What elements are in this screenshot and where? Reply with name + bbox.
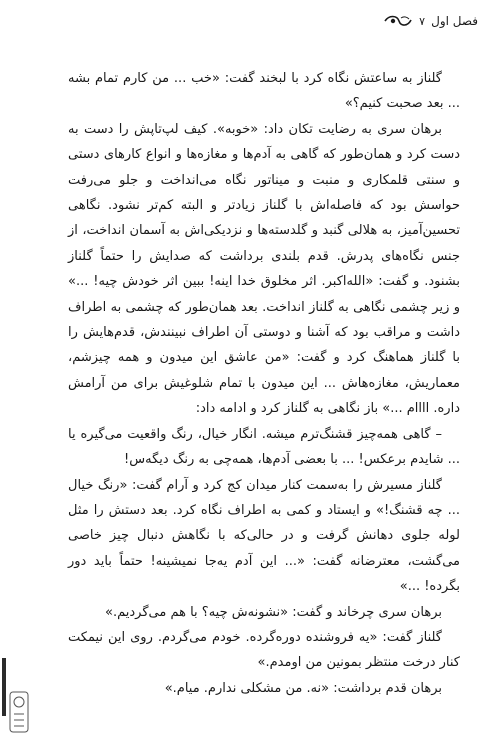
watermark-seal-icon [8, 690, 30, 734]
paragraph: برهان سری به رضایت تکان داد: «خوبه». کیف لپ‌تاپش را دست به دست کرد و همان‌طور که گاهی به آدم‌ها و مغازه‌ها و انواع کارهای دستی و سنتی قلمکاری و منبت و میناتور نگاه می‌انداخت و جلو می‌رفت حواسش بود که فاصله‌اش با گلناز زیادتر و البته کم‌تر نشود. نگاهی تحسین‌آمیز، به هلالی گنبد و گلدسته‌ها و نزدیکی‌اش به آسمان انداخت، از جنس نگاه‌های پدرش. قدم بلندی برداشت که صدایش را حتماً گلناز بشنود. و گفت: «الله‌اکبر. اثر مخلوق خدا اینه! ببین اثر خودش چیه! ...» و زیر چشمی نگاهی به گلناز انداخت. بعد همان‌طور که چشمی به اطراف داشت و مراقب بود که آشنا و دوستی آن اطراف نبینندش، قدم‌هایش را با گلناز هماهنگ کرد و گفت: «من عاشق این میدون و همه چیزشم، معماریش، مغازه‌هاش ... این میدون با تمام شلوغیش برای من آرامش داره. اااام ...» باز نگاهی به گلناز کرد و ادامه داد: [68, 121, 460, 417]
ornament-icon [383, 14, 413, 28]
chapter-title: فصل اول [431, 14, 478, 28]
paragraph: گلناز به ساعتش نگاه کرد با لبخند گفت: «خب ... من کارم تمام بشه ... بعد صحبت کنیم؟» [68, 71, 460, 112]
page-number: ۷ [419, 14, 426, 28]
paragraph: برهان قدم برداشت: «نه. من مشکلی ندارم. میام.» [164, 680, 442, 696]
margin-bar [2, 658, 6, 716]
paragraph: گلناز مسیرش را به‌سمت کنار میدان کج کرد و آرام گفت: «رنگ خیال ... چه قشنگ!» و ایستاد و کمی به اطراف نگاه کرد. بعد دستش را مثل لوله جلوی دهانش گرفت و در حالی‌که با نگاهش دنبال چیز خاصی می‌گشت، معترضانه گفت: «... این آدم یه‌جا نمیشینه! حتماً باید دور بگرده! ...» [68, 477, 460, 595]
paragraph: برهان سری چرخاند و گفت: «نشونه‌ش چیه؟ با هم می‌گردیم.» [105, 604, 442, 620]
paragraph: – گاهی همه‌چیز قشنگ‌ترم میشه. انگار خیال، رنگ واقعیت می‌گیره یا ... شایدم برعکس! ... با بعضی آدم‌ها، همه‌چی به رنگ دیگه‌س! [68, 426, 460, 468]
paragraph: گلناز گفت: «یه فروشنده دوره‌گرده. خودم می‌گردم. روی این نیمکت کنار درخت منتظر بمونین من اومدم.» [68, 629, 460, 671]
body-text [68, 66, 460, 701]
page-header [383, 14, 478, 28]
